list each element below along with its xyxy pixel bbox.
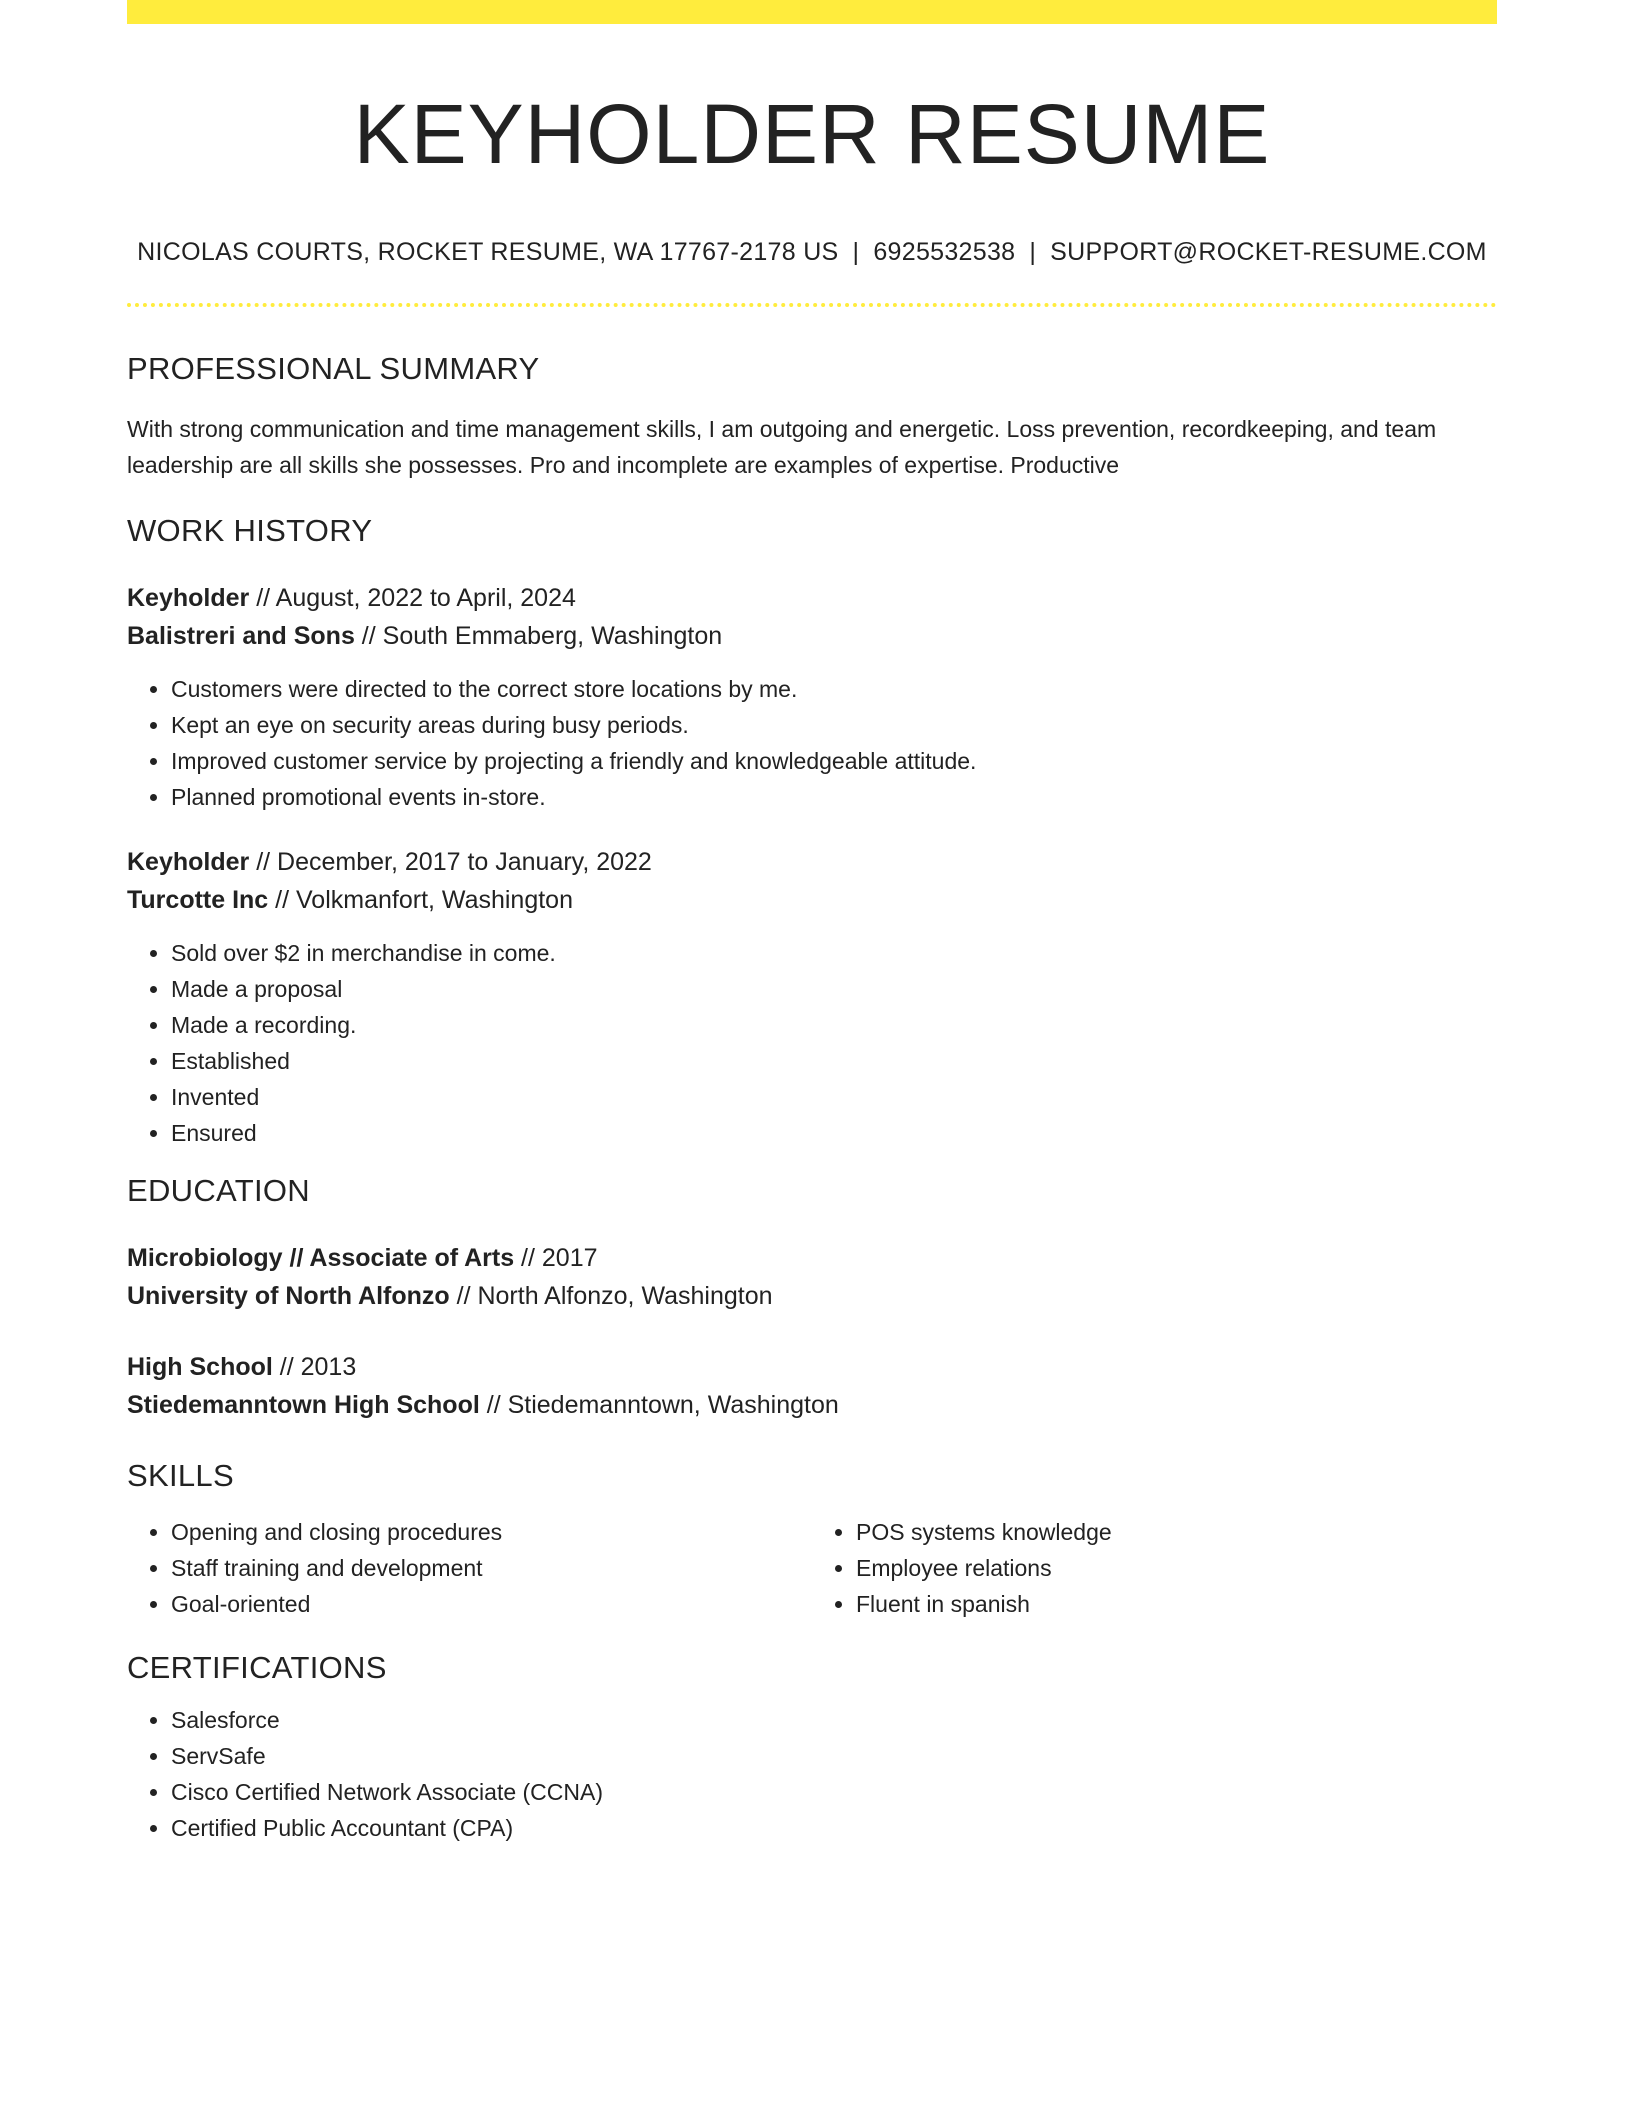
summary-text: With strong communication and time management skills, I am outgoing and energetic. Loss prevention, recordkeeping, and team leadership are all skills she possesses. Pro and incomplete are examples of expertise. Productive [127, 416, 1437, 479]
education-entry [127, 1348, 1497, 1424]
list-item: • Improved customer service by projecting a friendly and knowledgeable attitude. [171, 743, 1497, 779]
list-item: • Sold over $2 in merchandise in come. [171, 935, 1497, 971]
education-degree: High School [127, 1353, 273, 1382]
list-item: • Ensured [171, 1115, 1497, 1151]
job-company: Balistreri and Sons [127, 622, 355, 651]
list-item: • Cisco Certified Network Associate (CCNA) [171, 1774, 1497, 1810]
list-item: • Customers were directed to the correct store locations by me. [171, 671, 1497, 707]
job-role: Keyholder [127, 848, 250, 877]
job-role-line [127, 579, 1497, 617]
list-item: • Invented [171, 1079, 1497, 1115]
job-role: Keyholder [127, 584, 250, 613]
education-degree-line [127, 1348, 1497, 1386]
education-school-line [127, 1277, 1497, 1315]
education-school: University of North Alfonzo [127, 1282, 450, 1311]
resume-title: KEYHOLDER RESUME [353, 87, 1271, 181]
list-item: • Certified Public Accountant (CPA) [171, 1810, 1497, 1846]
job-dates: // August, 2022 to April, 2024 [249, 584, 576, 613]
job-bullets [127, 671, 1497, 815]
skills-list-left [127, 1514, 812, 1622]
education-location: // North Alfonzo, Washington [449, 1282, 773, 1311]
job-company-line [127, 617, 1497, 655]
skills-list-right [812, 1514, 1497, 1622]
job-role-line [127, 843, 1497, 881]
list-item: • Opening and closing procedures [171, 1514, 812, 1550]
job-bullets [127, 935, 1497, 1151]
job-location: // Volkmanfort, Washington [268, 886, 573, 915]
contact-separator: | [852, 238, 860, 267]
skills-grid [127, 1514, 1497, 1622]
job-location: // South Emmaberg, Washington [354, 622, 723, 651]
list-item: • Fluent in spanish [856, 1586, 1497, 1622]
certifications-heading: CERTIFICATIONS [127, 1650, 387, 1686]
job-company: Turcotte Inc [127, 886, 269, 915]
list-item: • ServSafe [171, 1738, 1497, 1774]
education-school-line [127, 1386, 1497, 1424]
resume-page [127, 0, 1497, 1846]
dotted-divider [127, 303, 1497, 307]
job-dates: // December, 2017 to January, 2022 [249, 848, 652, 877]
top-accent-bar [127, 0, 1497, 24]
job-entry [127, 579, 1497, 815]
list-item: • Kept an eye on security areas during busy periods. [171, 707, 1497, 743]
education-school: Stiedemanntown High School [127, 1391, 480, 1420]
contact-email: SUPPORT@ROCKET-RESUME.COM [1050, 238, 1487, 267]
list-item: • Salesforce [171, 1702, 1497, 1738]
education-heading: EDUCATION [127, 1173, 310, 1209]
job-company-line [127, 881, 1497, 919]
contact-line [127, 238, 1497, 267]
list-item: • Made a recording. [171, 1007, 1497, 1043]
list-item: • POS systems knowledge [856, 1514, 1497, 1550]
summary-heading: PROFESSIONAL SUMMARY [127, 351, 540, 387]
list-item: • Established [171, 1043, 1497, 1079]
education-year: // 2013 [272, 1353, 357, 1382]
list-item: • Staff training and development [171, 1550, 812, 1586]
certifications-list [127, 1702, 1497, 1846]
contact-phone: 6925532538 [873, 238, 1016, 267]
education-degree-line [127, 1239, 1497, 1277]
contact-separator: | [1029, 238, 1037, 267]
list-item: • Planned promotional events in-store. [171, 779, 1497, 815]
contact-address: NICOLAS COURTS, ROCKET RESUME, WA 17767-2178 US [137, 238, 839, 267]
education-year: // 2017 [514, 1244, 598, 1273]
education-degree: Microbiology // Associate of Arts [127, 1244, 515, 1273]
list-item: • Made a proposal [171, 971, 1497, 1007]
work-history-heading: WORK HISTORY [127, 513, 373, 549]
list-item: • Employee relations [856, 1550, 1497, 1586]
list-item: • Goal-oriented [171, 1586, 812, 1622]
education-entry [127, 1239, 1497, 1315]
education-location: // Stiedemanntown, Washington [479, 1391, 839, 1420]
skills-heading: SKILLS [127, 1458, 234, 1494]
job-entry [127, 843, 1497, 1151]
